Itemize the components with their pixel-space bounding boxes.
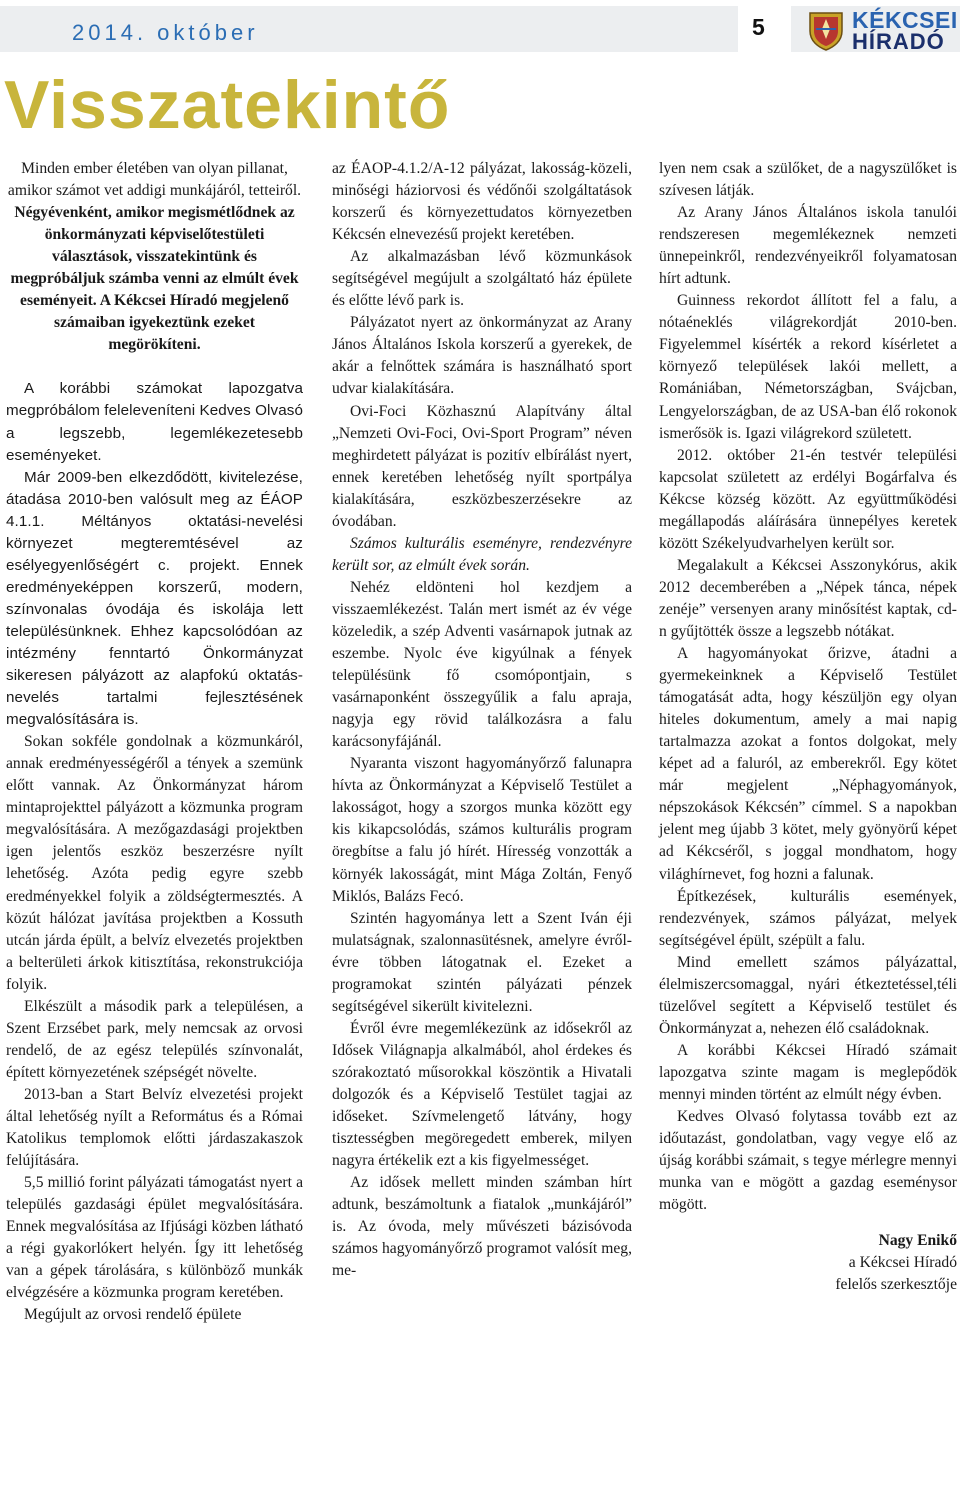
paragraph: Szintén hagyománya lett a Szent Iván éji mulatságnak, szalonnasütésnek, amelyre évről-évre többen látogatnak el. Ezeket a programokat szintén pályázati pénzek segítségével sikerült kivitelezni. (332, 909, 632, 1015)
paragraph: Kedves Olvasó folytassa tovább ezt az időutazást, gondolatban, vagy vegye elő az újság korábbi számait, s tegye mérlegre mennyi munka van e mögött a gazdag eseménysor mögött. (659, 1108, 957, 1214)
logo-text-top: KÉKCSEI (852, 7, 958, 33)
paragraph: Ovi-Foci Közhasznú Alapítvány által „Nemzeti Ovi-Foci, Ovi-Sport Program” néven meghirdetett pályázat is pozitív elbírálást nyert, ennek keretében lehetőség nyílt sportpálya kialakítására, eszközbeszerzésekre az óvodában. (332, 402, 632, 530)
intro-paragraph (6, 158, 303, 356)
page-header (0, 0, 960, 60)
paragraph: Megalakult a Kékcsei Asszonykórus, akik 2012 decemberében a „Népek tánca, népek zenéje” versenyen arany minősítést kaptak, cd-n gyűjtötték össze a legszebb nótákat. (659, 556, 957, 640)
article-column-3 (659, 158, 957, 1296)
paragraph: az ÉAOP-4.1.2/A-12 pályázat, lakosság-közeli, minőségi háziorvosi és védőnői szolgáltatások korszerű és környezettudatos környezetben Kékcsén elnevezésű projekt keretében. (332, 160, 632, 244)
paragraph: Az alkalmazásban lévő közmunkások segítségével megújult a szolgáltató ház épülete és előtte lévő park is. (332, 248, 632, 310)
paragraph-italic: Számos kulturális eseményre, rendezvényre került sor, az elmúlt évek során. (332, 534, 632, 574)
paragraph: 5,5 millió forint pályázati támogatást nyert a település gazdasági épület megvalósítására. Ennek megvalósítása az Ifjúsági közben látható a régi gyakorlókert helyén. Így itt lehetőség van a gépek tárolására, s különböző munkák elvégzésére a közmunka program keretében. (6, 1174, 303, 1302)
date-bar (0, 6, 738, 52)
paragraph: Elkészült a második park a településen, a Szent Erzsébet park, mely nemcsak az orvosi rendelő, de az egész település színvonalát, épített környezetének szépségét növelte. (6, 997, 303, 1081)
issue-date: 2014. október (72, 20, 259, 45)
crest-icon (806, 9, 846, 51)
paragraph: A hagyományokat őrizve, átadni a gyermekeinknek a Képviselő Testület támogatását adta, hogy készüljön egy olyan hiteles dokumentum, amely a mai napig tartalmazza azokat a fontos dolgokat, mely képet ad a faluról, az emberekről. Egy kötet már megjelent „Néphagyományok, népszokások Kékcsén” címmel. S a napokban jelent meg újabb 3 kötet, mely gyönyörű képet ad Kékcséről, s joggal mondhatom, hogy világhírnevet, fog hozni a falunak. (659, 645, 957, 883)
paragraph: Pályázatot nyert az önkormányzat az Arany János Általános Iskola korszerű a gyerekek, de akár a felnőttek számára is használható sport udvar kialakítására. (332, 314, 632, 398)
paragraph: Építkezések, kulturális események, rendezvények, számos pályázat, melyek segítségével épült, szépült a falu. (659, 887, 957, 949)
paragraph: Sokan sokféle gondolnak a közmunkáról, annak eredményességéről a tények a szemünk előtt vannak. Az Önkormányzat három mintaprojekttel pályázott a közmunka program megvalósítására. A mezőgazdasági projektben igen jelentős eszköz beszerzésre nyílt lehetőség. Azóta pedig egyre szebb eredményekkel folyik a zöldségtermesztés. A közút hálózat javítása projektben a Kossuth utcán járda épült, a belvíz elvezetés projektben a belterületi árkok kitisztítása, rekonstrukciója folyik. (6, 733, 303, 993)
signature-role-line-1: a Kékcsei Híradó (848, 1254, 957, 1272)
article-column-2 (332, 158, 632, 1282)
logo-text-bottom: HÍRADÓ (852, 29, 945, 54)
paragraph: Az idősek mellett minden számban hírt adtunk, beszámoltunk a fiatalok „munkájáról” is. Az óvoda, mely művészeti bázisóvoda számos hagyományőrző programot valósít meg, me- (332, 1174, 632, 1280)
page-number: 5 (752, 14, 765, 40)
article-column-1 (6, 158, 303, 1326)
paragraph: Megújult az orvosi rendelő épülete (24, 1306, 242, 1324)
signature-name: Nagy Enikő (878, 1232, 957, 1250)
signature-role-line-2: felelős szerkesztője (835, 1276, 957, 1294)
intro-bold: Négyévenként, amikor megismétlődnek az önkormányzati képviselőtestületi választások, visszatekintünk és megpróbáljuk számba venni az elmúlt évek eseményeit. A Kékcsei Híradó megjelenő számaiban igyekeztünk ezeket megörökíteni. (10, 204, 299, 354)
paragraph: Már 2009-ben elkezdődött, kivitelezése, átadása 2010-ben valósult meg az ÉÁOP 4.1.1. Méltányos oktatási-nevelési környezet megteremtésével az esélyegyenlőségért c. projekt. Ennek eredményeképpen korszerű, modern, színvonalas óvodája és iskolája lett településünknek. Ehhez kapcsolódóan az intézmény fenntartó Önkormányzat sikeresen pályázott az alapfokú oktatás-nevelés tartalmi fejlesztésének megvalósítására is. (6, 468, 303, 729)
paragraph: 2012. október 21-én testvér települési kapcsolat született az erdélyi Bogárfalva és Kékcse község között. Az együttműködési megállapodás aláírására ünnepélyes keretek között Székelyudvarhelyen került sor. (659, 446, 957, 552)
paragraph: lyen nem csak a szülőket, de a nagyszülőket is szívesen látják. (659, 160, 957, 200)
paragraph: Az Arany János Általános iskola tanulói rendszeresen megemlékeznek nemzeti ünnepeinkről, rendezvényeikről folyamatosan hírt adtunk. (659, 204, 957, 288)
paragraph: Guinness rekordot állított fel a falu, a nótaéneklés világrekordját 2010-ben. Figyelemmel kísérték a rekord kísérletet a környező települések lakói mellett, a Romániában, Németországban, Svájcban, Lengyelországban, de az USA-ban élő rokonok ismerősök is. Igazi világrekord született. (659, 292, 957, 442)
paragraph: Nehéz eldönteni hol kezdjem a visszaemlékezést. Talán mert ismét az év vége közeledik, a szép Adventi vasárnapok jutnak az eszembe. Nyolc éve kigyúlnak a fények településünk fő csomópontjain, s vasárnaponként összegyűlik a falu apraja, nagyja egy rövid találkozásra a falu karácsonyfájánál. (332, 578, 632, 751)
paragraph: A korábbi számokat lapozgatva megpróbálom feleleveníteni Kedves Olvasó a legszebb, legemlékezetesebb eseményeket. (6, 380, 303, 464)
paragraph: Évről évre megemlékezünk az idősekről az Idősek Világnapja alkalmából, ahol érdekes és szórakoztató műsorokkal köszöntik a Hivatali dolgozók és a Képviselő Testület tagjai az időseket. Szívmelengető látvány, hogy tisztességben megöregedett emberek, milyen nagyra értékelik ezt a kis figyelmességet. (332, 1019, 632, 1170)
paragraph: A korábbi Kékcsei Híradó számait lapozgatva szinte magam is meglepődök mennyi minden történt az elmúlt négy évben. (659, 1041, 957, 1103)
paragraph: Nyaranta viszont hagyományőrző falunapra hívta az Önkormányzat a Képviselő Testület a lakosságot, hogy a szorgos munka között egy kis kikapcsolódás, számos kulturális program öregbítse a falu jó hírét. Híresség vonzották a környék lakosságát, mint Mága Zoltán, Fenyő Miklós, Balázs Fecó. (332, 755, 632, 905)
paragraph: 2013-ban a Start Belvíz elvezetési projekt által lehetőség nyílt a Református és a Római Katolikus templomok előtti járdaszakaszok felújítására. (6, 1085, 303, 1170)
paragraph: Mind emellett számos pályázattal, élelmiszercsomaggal, nyári étkeztetéssel,téli tüzelővel segített a Képviselő testület és Önkormányzat a, nehezen élő családoknak. (659, 953, 957, 1037)
section-title: Visszatekintő (4, 67, 451, 143)
intro-plain: Minden ember életében van olyan pillanat, amikor számot vet addigi munkájáról, tetteiről. (7, 160, 302, 200)
